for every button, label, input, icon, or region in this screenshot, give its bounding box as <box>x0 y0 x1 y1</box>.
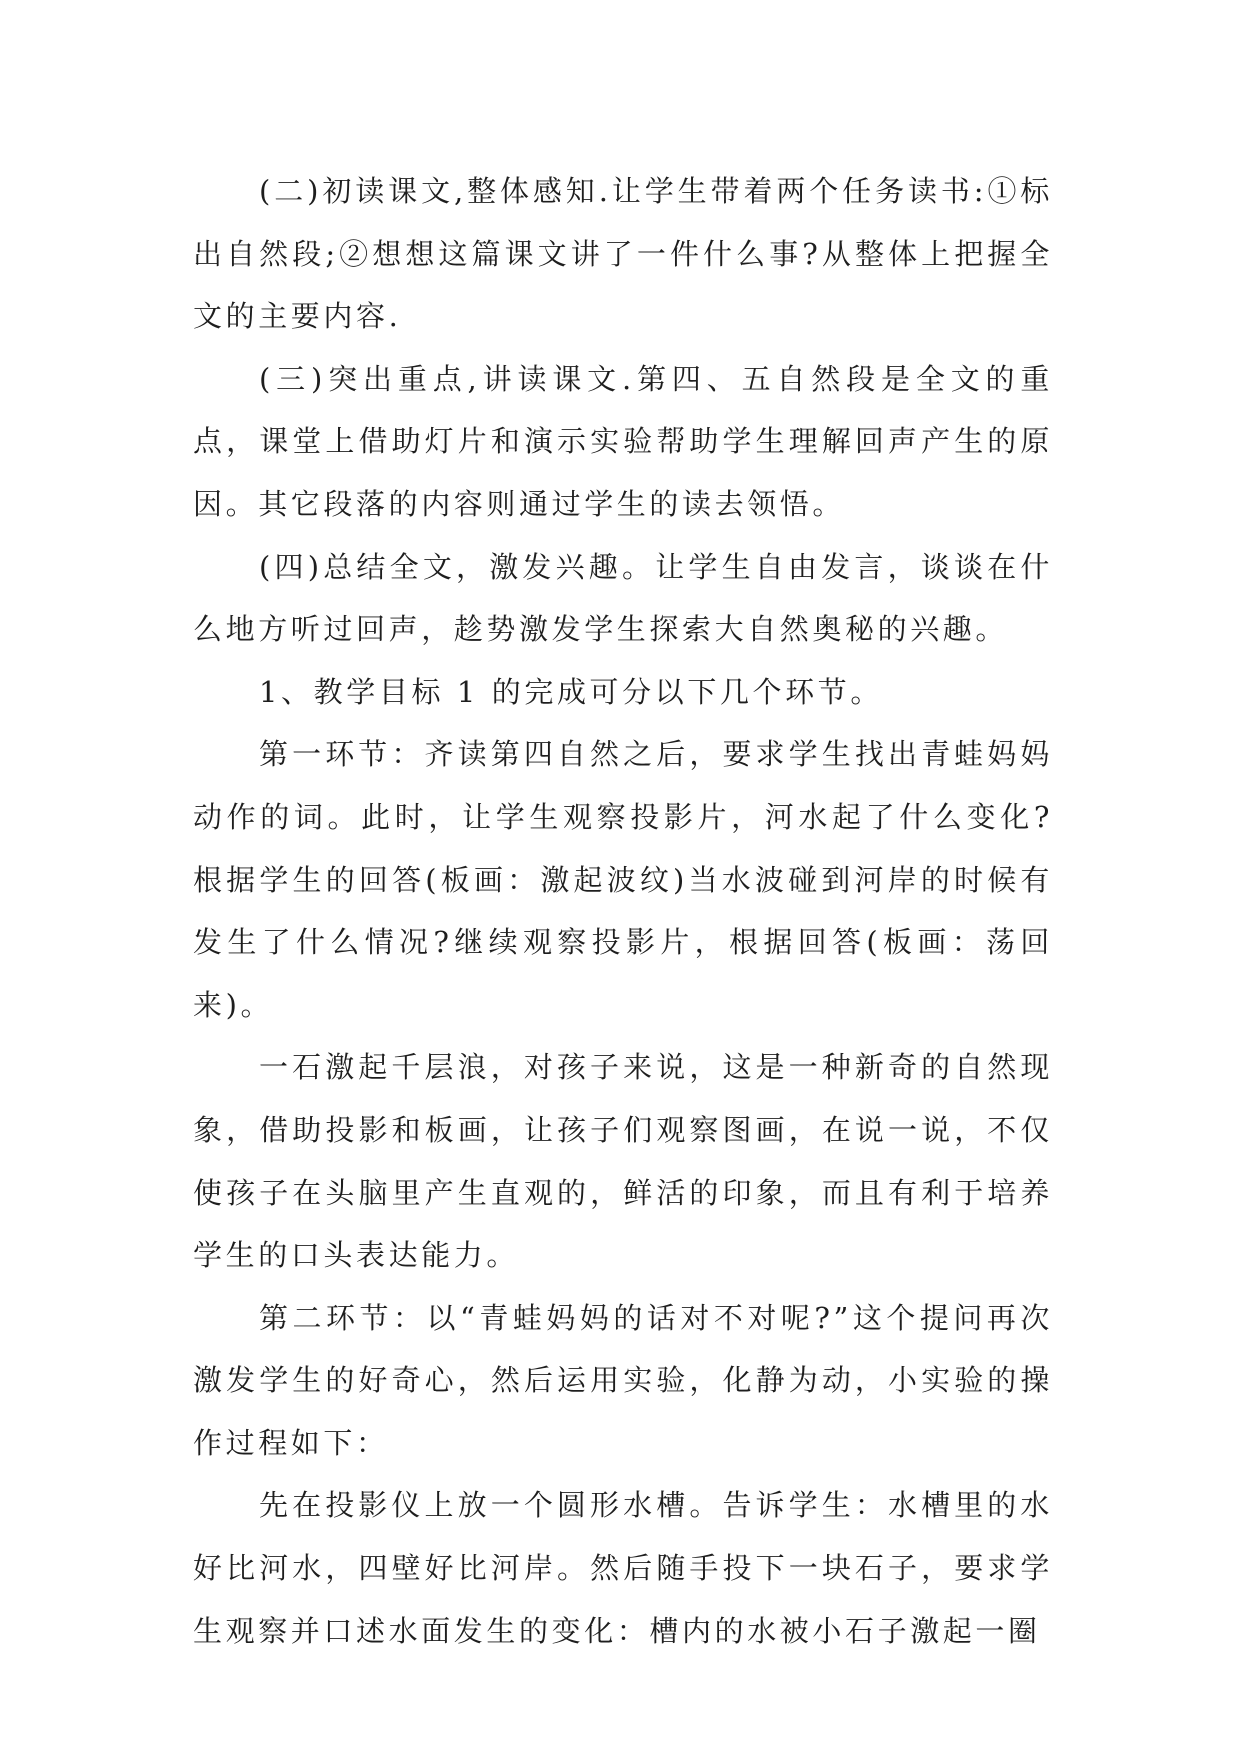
paragraph-section-four: (四)总结全文，激发兴趣。让学生自由发言，谈谈在什么地方听过回声，趁势激发学生探索大自然奥秘的兴趣。 <box>193 549 1053 647</box>
paragraph-goal-one: 1、教学目标 1 的完成可分以下几个环节。 <box>259 674 883 709</box>
document-body <box>193 160 1053 1662</box>
paragraph-experiment: 先在投影仪上放一个圆形水槽。告诉学生：水槽里的水好比河水，四壁好比河岸。然后随手投下一块石子，要求学生观察并口述水面发生的变化：槽内的水被小石子激起一圈 <box>193 1488 1053 1648</box>
paragraph-section-three: (三)突出重点,讲读课文.第四、五自然段是全文的重点，课堂上借助灯片和演示实验帮助学生理解回声产生的原因。其它段落的内容则通过学生的读去领悟。 <box>193 361 1053 521</box>
paragraph-commentary: 一石激起千层浪，对孩子来说，这是一种新奇的自然现象，借助投影和板画，让孩子们观察图画，在说一说，不仅使孩子在头脑里产生直观的，鲜活的印象，而且有利于培养学生的口头表达能力。 <box>193 1050 1053 1273</box>
paragraph-section-two: (二)初读课文,整体感知.让学生带着两个任务读书:①标出自然段;②想想这篇课文讲了一件什么事?从整体上把握全文的主要内容. <box>193 174 1053 334</box>
paragraph-step-two: 第二环节：以“青蛙妈妈的话对不对呢?”这个提问再次激发学生的好奇心，然后运用实验，化静为动，小实验的操作过程如下： <box>193 1300 1053 1460</box>
paragraph-step-one: 第一环节：齐读第四自然之后，要求学生找出青蛙妈妈动作的词。此时，让学生观察投影片，河水起了什么变化?根据学生的回答(板画：激起波纹)当水波碰到河岸的时候有发生了什么情况?继续观察投影片，根据回答(板画：荡回来)。 <box>193 737 1053 1022</box>
